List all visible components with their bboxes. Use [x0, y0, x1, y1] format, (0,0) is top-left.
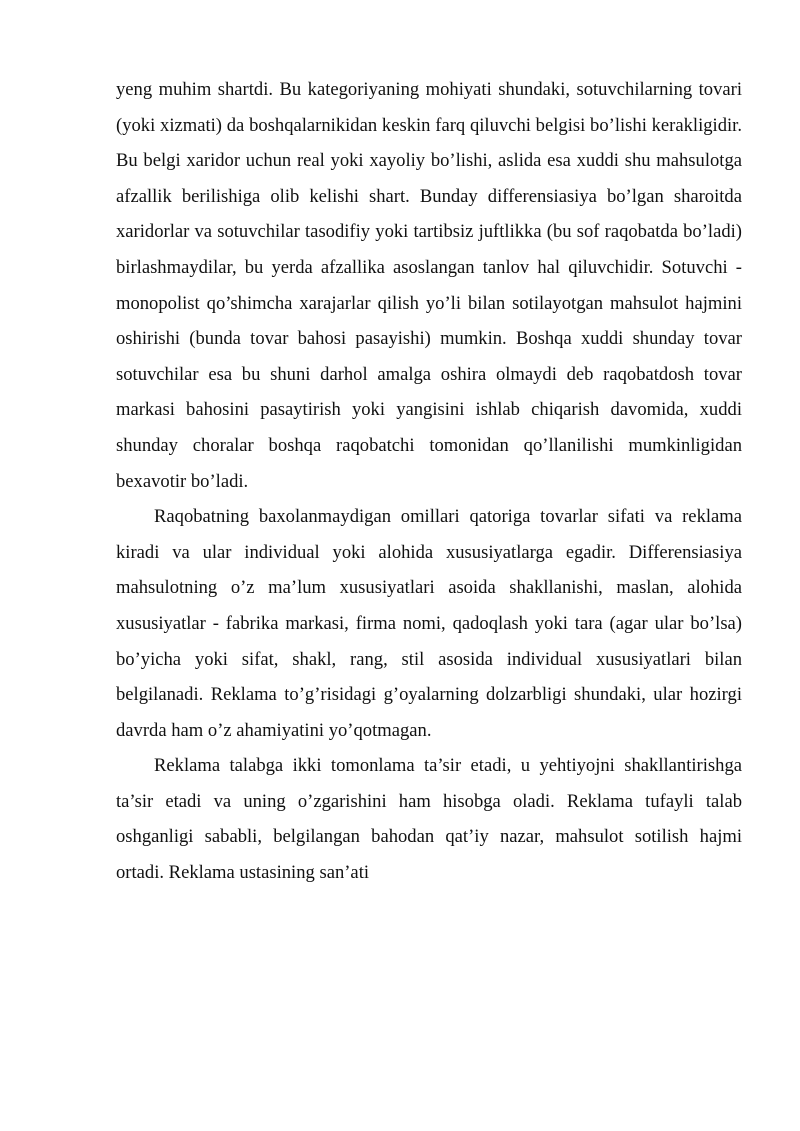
paragraph-3: Reklama talabga ikki tomonlama ta’sir etadi, u yehtiyojni shakllantirishga ta’sir etadi va uning o’zgarishini ham hisobga oladi. Reklama tufayli talab oshganligi sababli, belgilangan bahodan qat’iy nazar, mahsulot sotilish hajmi ortadi. Reklama ustasining san’ati [116, 755, 742, 884]
paragraph-2: Raqobatning baxolanmaydigan omillari qatoriga tovarlar sifati va reklama kiradi va ular individual yoki alohida xususiyatlarga egadir. Differensiasiya mahsulotning o’z ma’lum xususiyatlari asoida shakllanishi, maslan, alohida xususiyatlar - fabrika markasi, firma nomi, qadoqlash yoki tara (agar ular bo’lsa) bo’yicha yoki sifat, shakl, rang, stil asosida individual xususiyatlari bilan belgilanadi. Reklama to’g’risidagi g’oyalarning dolzarbligi shundaki, ular hozirgi davrda ham o’z ahamiyatini yo’qotmagan. [116, 506, 742, 741]
paragraph-1: yeng muhim shartdi. Bu kategoriyaning mohiyati shundaki, sotuvchilarning tovari (yoki xizmati) da boshqalarnikidan keskin farq qiluvchi belgisi bo’lishi kerakligidir. Bu belgi xaridor uchun real yoki xayoliy bo’lishi, aslida esa xuddi shu mahsulotga afzallik berilishiga olib kelishi shart. Bunday differensiasiya bo’lgan sharoitda xaridorlar va sotuvchilar tasodifiy yoki tartibsiz juftlikka (bu sof raqobatda bo’ladi) birlashmaydilar, bu yerda afzallika asoslangan tanlov hal qiluvchidir. Sotuvchi - monopolist qo’shimcha xarajarlar qilish yo’li bilan sotilayotgan mahsulot hajmini oshirishi (bunda tovar bahosi pasayishi) mumkin. Boshqa xuddi shunday tovar sotuvchilar esa bu shuni darhol amalga oshira olmaydi deb raqobatdosh tovar markasi bahosini pasaytirish yoki yangisini ishlab chiqarish davomida, xuddi shunday choralar boshqa raqobatchi tomonidan qo’llanilishi mumkinligidan bexavotir bo’ladi. [116, 79, 742, 492]
document-page [116, 72, 742, 891]
